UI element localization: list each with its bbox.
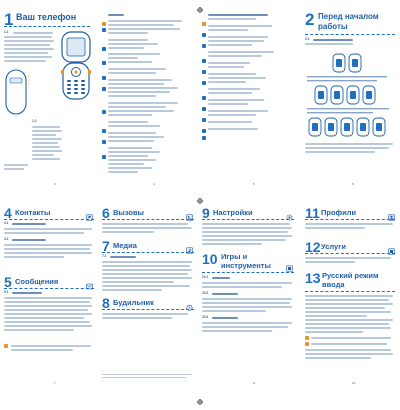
text-line: [4, 228, 92, 230]
text-line: [202, 302, 290, 304]
text-line: [4, 164, 28, 166]
text-line: [4, 52, 48, 54]
key-icon: [202, 87, 206, 91]
section-number: 4.1: [4, 221, 9, 225]
chapter-number-messages: 5: [4, 274, 12, 290]
text-line: [4, 305, 92, 307]
text-line: [108, 91, 170, 93]
section-number: 10.2: [202, 291, 209, 295]
messages-icon: [86, 277, 93, 284]
profiles-icon: [388, 208, 395, 215]
flip-phone-open-illustration: [58, 30, 94, 102]
text-line: [11, 349, 73, 351]
text-line: [108, 79, 172, 81]
text-line: [108, 20, 182, 22]
text-line: [108, 57, 138, 59]
text-line: [208, 29, 248, 31]
text-line: [202, 298, 292, 300]
text-line: [4, 56, 52, 58]
text-line: [4, 301, 90, 303]
text-line: [208, 62, 250, 64]
text-line: [202, 227, 292, 229]
text-line: [32, 150, 62, 152]
text-line: [202, 282, 292, 284]
text-line: [202, 330, 272, 332]
text-line: [108, 61, 152, 63]
text-line: [4, 297, 92, 299]
chapter-title-input-mode-line-1: Русский режим: [322, 271, 379, 280]
key-icon: [202, 72, 206, 76]
text-line: [305, 223, 393, 225]
heading-underline: [102, 309, 194, 311]
text-line: [208, 92, 252, 94]
text-line: [108, 132, 156, 134]
heading-underline: [305, 291, 395, 293]
text-line: [4, 44, 50, 46]
section-number: 10.1: [202, 275, 209, 279]
text-line: [13, 32, 53, 34]
text-line: [305, 257, 391, 259]
text-line: [4, 256, 64, 258]
text-line: [311, 337, 391, 339]
text-line: [212, 317, 238, 319]
registration-mark-top: [197, 0, 203, 6]
text-line: [305, 327, 391, 329]
heading-underline: [4, 288, 94, 290]
text-line: [208, 77, 266, 79]
services-icon: [388, 242, 395, 249]
key-icon: [202, 35, 206, 39]
text-line: [202, 235, 292, 237]
text-line: [202, 231, 288, 233]
text-line: [208, 81, 246, 83]
text-line: [305, 151, 375, 153]
gear-icon: [286, 208, 293, 215]
text-line: [208, 18, 256, 20]
chapter-title-calls: Вызовы: [113, 208, 144, 217]
text-line: [108, 114, 152, 116]
text-line: [305, 299, 389, 301]
text-line: [305, 349, 391, 351]
text-line: [102, 265, 190, 267]
chapter-number-media: 7: [102, 238, 110, 254]
heading-underline: [305, 34, 395, 36]
text-line: [4, 313, 92, 315]
text-line: [305, 315, 367, 317]
text-line: [208, 55, 262, 57]
heading-underline: [102, 252, 194, 254]
text-line: [202, 326, 288, 328]
registration-mark-center: [197, 191, 203, 197]
text-line: [108, 39, 148, 41]
text-line: [108, 106, 166, 108]
section-number: 10.3: [202, 315, 209, 319]
page-number: 10: [352, 381, 356, 385]
chapter-number: 2: [305, 10, 315, 29]
text-line: [4, 325, 92, 327]
flip-phone-closed-illustration: [4, 68, 28, 116]
text-line: [108, 159, 156, 161]
chapter-title-media: Медиа: [113, 241, 137, 250]
text-line: [108, 95, 156, 97]
calls-icon: [186, 208, 193, 215]
text-line: [102, 313, 188, 315]
key-icon: [305, 342, 309, 346]
text-line: [208, 25, 272, 27]
text-line: [102, 277, 192, 279]
heading-underline: [305, 219, 395, 221]
page-number: 4: [153, 182, 155, 186]
text-line: [313, 39, 353, 41]
chapter-number-alarm: 8: [102, 295, 110, 311]
key-icon: [202, 13, 206, 17]
text-line: [108, 163, 144, 165]
text-line: [102, 227, 192, 229]
text-line: [32, 126, 60, 128]
registration-mark-bottom: [197, 392, 203, 398]
text-line: [208, 121, 252, 123]
text-line: [32, 134, 56, 136]
text-line: [4, 321, 90, 323]
chapter-number-services: 12: [305, 239, 321, 255]
text-line: [32, 158, 60, 160]
text-line: [4, 309, 88, 311]
text-line: [202, 322, 292, 324]
text-line: [4, 317, 84, 319]
chapter-title-contacts: Контакты: [15, 208, 51, 217]
text-line: [305, 43, 353, 45]
text-line: [108, 171, 138, 173]
contacts-icon: [86, 208, 93, 215]
text-line: [108, 24, 174, 26]
chapter-title-settings: Настройки: [213, 208, 253, 217]
text-line: [208, 99, 264, 101]
text-line: [108, 155, 148, 157]
text-line: [305, 227, 365, 229]
section-number: 7.1: [102, 254, 107, 258]
text-line: [102, 273, 188, 275]
chapter-title-messages: Сообщения: [15, 277, 59, 286]
key-icon: [305, 336, 309, 340]
text-line: [108, 121, 148, 123]
text-line: [305, 331, 363, 333]
key-icon: [202, 24, 206, 28]
text-line: [102, 285, 190, 287]
page-number: 7: [54, 381, 56, 385]
text-line: [305, 319, 393, 321]
chapter-title-line-2: работы: [318, 22, 348, 31]
text-line: [4, 252, 92, 254]
heading-underline: [102, 219, 194, 221]
text-line: [305, 147, 389, 149]
text-line: [108, 167, 152, 169]
footnote-line: [102, 374, 192, 375]
chapter-number: 1: [4, 10, 14, 29]
text-line: [102, 231, 154, 233]
text-line: [305, 311, 391, 313]
text-line: [208, 128, 258, 130]
text-line: [202, 286, 282, 288]
chapter-title-input-mode-line-2: ввода: [322, 280, 345, 289]
key-icon: [202, 50, 206, 54]
key-icon: [102, 146, 106, 150]
chapter-title-alarm: Будильник: [113, 298, 154, 307]
key-icon: [102, 13, 106, 17]
text-line: [102, 281, 174, 283]
chapter-number-input-mode: 13: [305, 270, 321, 286]
text-line: [108, 47, 144, 49]
text-line: [12, 223, 46, 225]
heading-underline: [4, 219, 94, 221]
text-line: [208, 14, 268, 16]
section-number: 2.1: [305, 37, 310, 41]
heading-underline: [4, 26, 90, 28]
text-line: [208, 36, 268, 38]
text-line: [110, 256, 136, 258]
text-line: [202, 223, 290, 225]
text-line: [4, 48, 54, 50]
text-line: [4, 36, 52, 38]
alarm-icon: [186, 298, 193, 305]
key-icon: [202, 109, 206, 113]
media-icon: [186, 241, 193, 248]
chapter-title-tools-line-2: инструменты: [221, 261, 271, 270]
section-number: 1.1: [4, 30, 9, 34]
text-line: [4, 60, 46, 62]
text-line: [208, 40, 264, 42]
text-line: [108, 87, 178, 89]
key-icon: [202, 127, 206, 131]
text-line: [32, 130, 62, 132]
text-line: [102, 317, 172, 319]
text-line: [305, 303, 393, 305]
page-number: 5: [253, 182, 255, 186]
text-line: [202, 243, 262, 245]
text-line: [32, 146, 60, 148]
callout-markers: • • •: [28, 73, 30, 86]
text-line: [108, 151, 160, 153]
text-line: [32, 142, 58, 144]
text-line: [305, 295, 393, 297]
page-number: 3: [54, 182, 56, 186]
text-line: [305, 307, 385, 309]
text-line: [108, 125, 160, 127]
text-line: [4, 40, 54, 42]
text-line: [208, 51, 274, 53]
key-icon: [102, 131, 106, 135]
text-line: [311, 343, 387, 345]
text-line: [108, 28, 180, 30]
chapter-title-services: Услуги: [321, 242, 346, 251]
key-icon: [102, 101, 106, 105]
heading-underline: [202, 272, 294, 274]
heading-underline: [202, 219, 294, 221]
text-line: [108, 147, 152, 149]
text-line: [202, 310, 266, 312]
text-line: [4, 168, 24, 170]
text-line: [11, 345, 91, 347]
text-line: [108, 14, 124, 16]
text-line: [102, 261, 192, 263]
chapter-number-tools: 10: [202, 251, 218, 267]
text-line: [108, 72, 156, 74]
text-line: [208, 88, 260, 90]
text-line: [208, 114, 256, 116]
chapter-number-contacts: 4: [4, 205, 12, 221]
text-line: [4, 232, 84, 234]
key-icon: [102, 38, 106, 42]
text-line: [202, 239, 286, 241]
text-line: [32, 138, 62, 140]
chapter-number-calls: 6: [102, 205, 110, 221]
key-icon: [102, 120, 106, 124]
note-icon: [4, 344, 8, 348]
text-line: [305, 323, 389, 325]
text-line: [108, 110, 174, 112]
text-line: [108, 83, 164, 85]
key-icon: [202, 61, 206, 65]
text-line: [305, 261, 355, 263]
text-line: [208, 73, 256, 75]
text-line: [202, 306, 292, 308]
key-icon: [102, 19, 106, 23]
chapter-title-line-1: Перед началом: [318, 12, 379, 21]
chapter-title-tools-line-1: Игры и: [221, 252, 248, 261]
text-line: [208, 110, 268, 112]
text-line: [305, 357, 371, 359]
text-line: [208, 44, 252, 46]
text-line: [208, 103, 248, 105]
text-line: [12, 239, 46, 241]
text-line: [108, 102, 178, 104]
text-line: [102, 223, 188, 225]
text-line: [102, 289, 162, 291]
text-line: [108, 136, 164, 138]
text-line: [305, 143, 393, 145]
tools-icon: [286, 259, 293, 266]
text-line: [102, 269, 192, 271]
page-number: 9: [253, 381, 255, 385]
text-line: [212, 293, 238, 295]
text-line: [108, 32, 148, 34]
text-line: [12, 292, 42, 294]
text-line: [4, 329, 74, 331]
text-line: [208, 66, 244, 68]
text-line: [212, 277, 230, 279]
text-line: [305, 353, 393, 355]
key-icon: [202, 98, 206, 102]
section-number: 5.1: [4, 290, 9, 294]
text-line: [108, 140, 154, 142]
chapter-number-profiles: 11: [305, 205, 320, 221]
text-line: [108, 43, 158, 45]
chapter-title: Ваш телефон: [16, 12, 77, 22]
section-number: 1.2: [32, 119, 37, 123]
key-icon: [102, 52, 106, 56]
text-line: [108, 68, 166, 70]
page-number: 6: [352, 182, 354, 186]
chapter-number-settings: 9: [202, 205, 210, 221]
key-icon: [102, 67, 106, 71]
text-line: [4, 244, 92, 246]
text-line: [4, 248, 90, 250]
key-icon: [102, 78, 106, 82]
heading-underline: [305, 253, 395, 255]
section-number: 4.2: [4, 237, 9, 241]
chapter-title-profiles: Профили: [321, 208, 357, 217]
key-icon: [202, 120, 206, 124]
text-line: [108, 53, 160, 55]
footnote-line: [102, 377, 186, 378]
text-line: [32, 154, 54, 156]
